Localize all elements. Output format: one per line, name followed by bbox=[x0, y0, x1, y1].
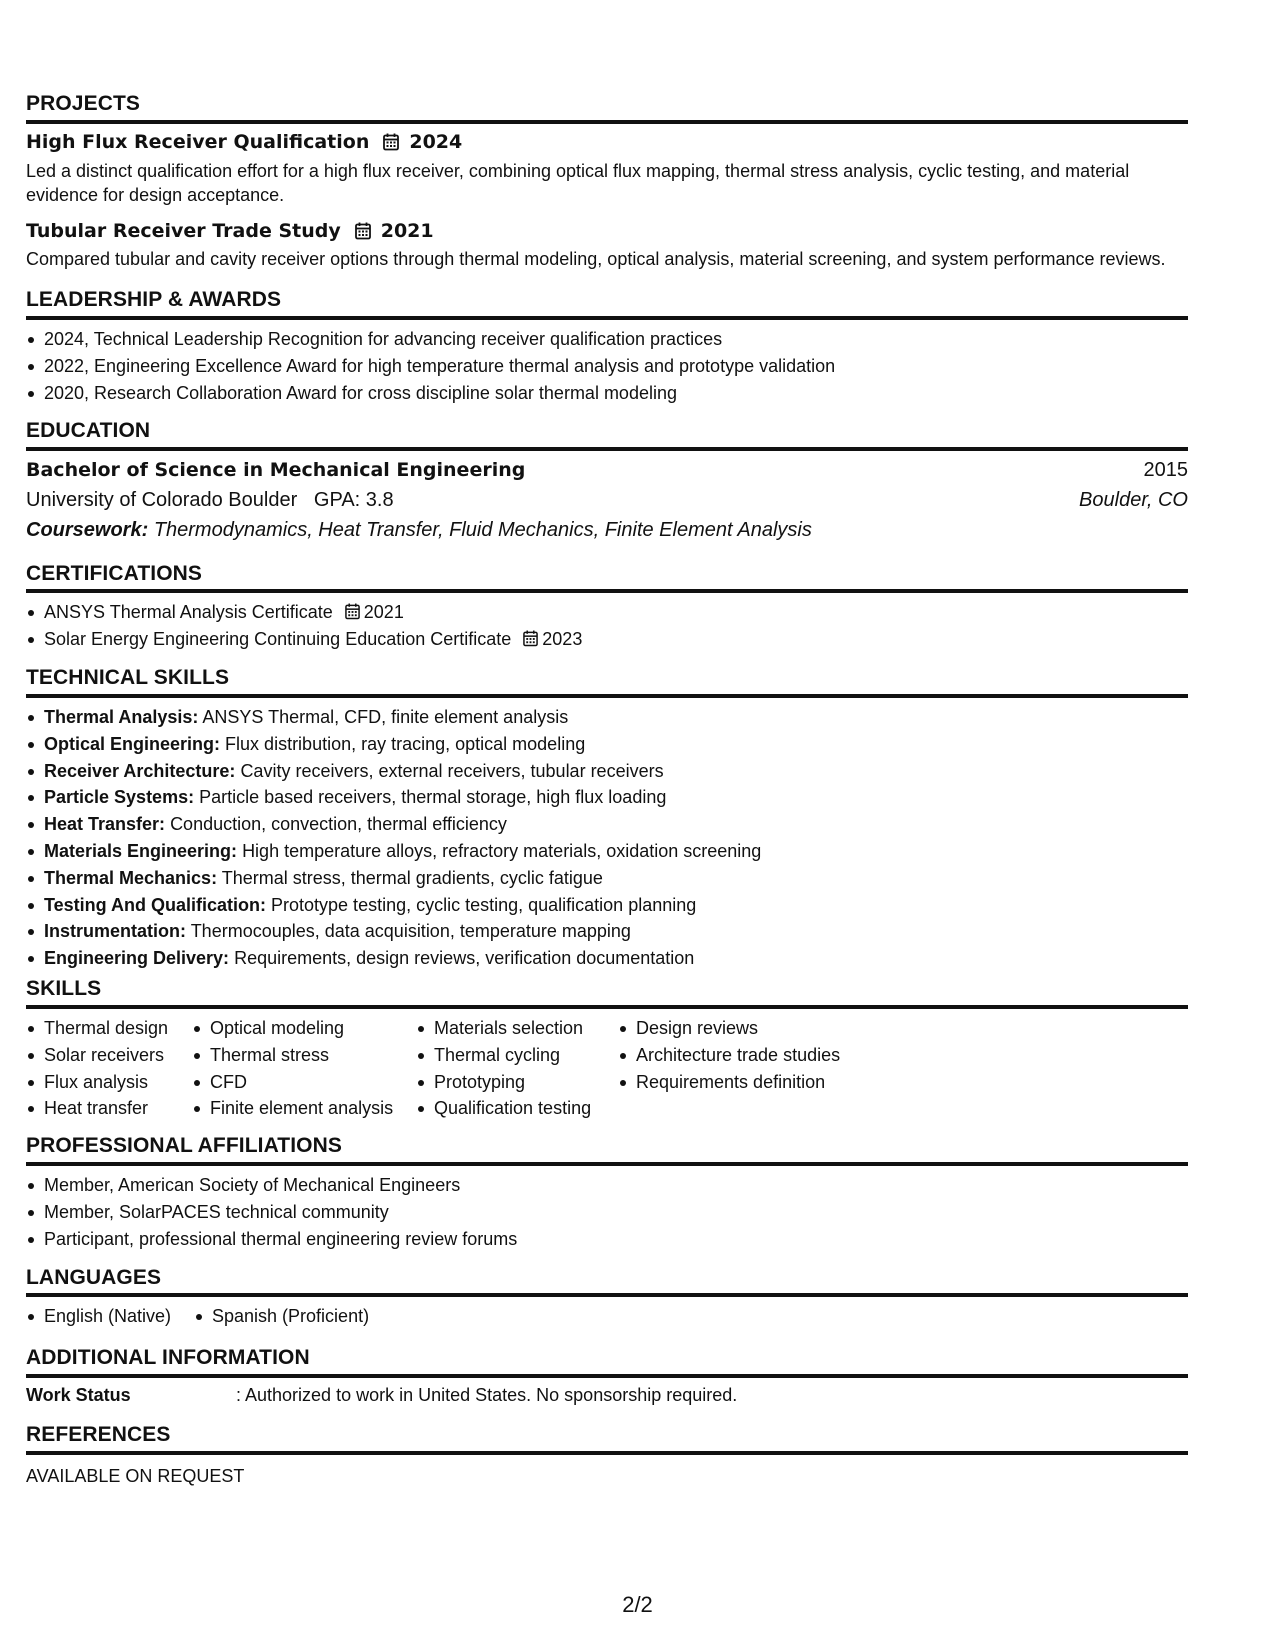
list-item: Thermal design bbox=[26, 1015, 192, 1042]
page-number: 2/2 bbox=[622, 1592, 653, 1617]
work-status-row bbox=[26, 1382, 737, 1408]
skill-category: Thermal Mechanics: bbox=[44, 867, 218, 888]
certification-item bbox=[26, 599, 582, 626]
list-item: Thermal stress bbox=[192, 1042, 416, 1069]
section-heading-additional: ADDITIONAL INFORMATION bbox=[26, 1346, 310, 1369]
section-divider bbox=[26, 1005, 1188, 1009]
section-divider bbox=[26, 120, 1188, 124]
list-item: 2020, Research Collaboration Award for cross discipline solar thermal modeling bbox=[26, 380, 835, 407]
references-text: AVAILABLE ON REQUEST bbox=[26, 1466, 245, 1486]
section-divider bbox=[26, 1293, 1188, 1297]
calendar-icon bbox=[523, 630, 538, 647]
list-item: Qualification testing bbox=[416, 1095, 618, 1122]
list-item: Member, SolarPACES technical community bbox=[26, 1199, 517, 1226]
skill-category: Heat Transfer: bbox=[44, 814, 166, 835]
list-item: Flux analysis bbox=[26, 1069, 192, 1096]
list-item: 2022, Engineering Excellence Award for high temperature thermal analysis and prototype validation bbox=[26, 353, 835, 380]
skills-column bbox=[416, 1015, 618, 1122]
skill-details: Thermocouples, data acquisition, temperature mapping bbox=[190, 921, 631, 942]
project-title-row bbox=[26, 219, 1216, 243]
project-year: 2021 bbox=[380, 220, 434, 242]
skill-item bbox=[26, 945, 761, 972]
list-item: Prototyping bbox=[416, 1069, 618, 1096]
project-title: Tubular Receiver Trade Study bbox=[26, 220, 341, 242]
skill-category: Engineering Delivery: bbox=[44, 948, 230, 969]
skill-category: Instrumentation: bbox=[44, 921, 186, 942]
skill-item bbox=[26, 758, 761, 785]
list-item: Materials selection bbox=[416, 1015, 618, 1042]
affiliations-list bbox=[26, 1172, 517, 1252]
graduation-year: 2015 bbox=[1143, 459, 1188, 481]
list-item: 2024, Technical Leadership Recognition for advancing receiver qualification practices bbox=[26, 326, 835, 353]
section-divider bbox=[26, 1451, 1188, 1455]
education-entry bbox=[26, 455, 1188, 545]
project-title-row bbox=[26, 130, 1188, 154]
section-heading-education: EDUCATION bbox=[26, 419, 151, 442]
section-divider bbox=[26, 447, 1188, 451]
skill-category: Optical Engineering: bbox=[44, 733, 221, 754]
skill-details: Cavity receivers, external receivers, tubular receivers bbox=[240, 760, 664, 781]
work-status-label: Work Status bbox=[26, 1385, 131, 1405]
section-divider bbox=[26, 589, 1188, 593]
skill-details: Requirements, design reviews, verification documentation bbox=[234, 948, 695, 969]
certification-name: Solar Energy Engineering Continuing Education Certificate bbox=[44, 628, 512, 649]
section-divider bbox=[26, 1162, 1188, 1166]
education-degree-row bbox=[26, 455, 1188, 485]
certification-year: 2023 bbox=[542, 628, 583, 649]
list-item: Solar receivers bbox=[26, 1042, 192, 1069]
section-divider bbox=[26, 316, 1188, 320]
certifications-list bbox=[26, 599, 582, 653]
language-item: Spanish (Proficient) bbox=[194, 1303, 414, 1330]
skill-item bbox=[26, 892, 761, 919]
skill-category: Materials Engineering: bbox=[44, 840, 238, 861]
project-entry bbox=[26, 219, 1216, 271]
school-name: University of Colorado Boulder bbox=[26, 489, 298, 511]
list-item: CFD bbox=[192, 1069, 416, 1096]
skill-item bbox=[26, 838, 761, 865]
language-item: English (Native) bbox=[26, 1303, 194, 1330]
section-heading-projects: PROJECTS bbox=[26, 92, 140, 115]
school-info bbox=[26, 485, 394, 515]
skill-category: Particle Systems: bbox=[44, 787, 195, 808]
section-heading-skills: SKILLS bbox=[26, 977, 102, 1000]
certification-name: ANSYS Thermal Analysis Certificate bbox=[44, 602, 333, 622]
coursework-label: Coursework: bbox=[26, 519, 149, 541]
coursework bbox=[26, 515, 812, 545]
project-description: Compared tubular and cavity receiver options through thermal modeling, optical analysis, material screening, and system performance reviews. bbox=[26, 249, 1166, 269]
section-heading-technical-skills: TECHNICAL SKILLS bbox=[26, 666, 230, 689]
list-item: Thermal cycling bbox=[416, 1042, 618, 1069]
skill-item bbox=[26, 811, 761, 838]
languages-column bbox=[26, 1303, 194, 1330]
section-heading-affiliations: PROFESSIONAL AFFILIATIONS bbox=[26, 1134, 342, 1157]
list-item: Member, American Society of Mechanical Engineers bbox=[26, 1172, 517, 1199]
skills-columns bbox=[26, 1015, 878, 1122]
skill-category: Thermal Analysis: bbox=[44, 707, 199, 727]
skill-item bbox=[26, 731, 761, 758]
list-item: Requirements definition bbox=[618, 1069, 878, 1096]
section-heading-certifications: CERTIFICATIONS bbox=[26, 562, 203, 585]
skill-details: Prototype testing, cyclic testing, qualification planning bbox=[271, 894, 697, 915]
school-location: Boulder, CO bbox=[1079, 489, 1188, 511]
skills-column bbox=[26, 1015, 192, 1122]
skill-details: High temperature alloys, refractory materials, oxidation screening bbox=[242, 840, 762, 861]
skill-item bbox=[26, 704, 761, 731]
skill-category: Receiver Architecture: bbox=[44, 760, 236, 781]
project-entry bbox=[26, 130, 1188, 207]
awards-list bbox=[26, 326, 835, 406]
education-school-row bbox=[26, 485, 1188, 515]
list-item: Finite element analysis bbox=[192, 1095, 416, 1122]
skill-item bbox=[26, 784, 761, 811]
skill-details: ANSYS Thermal, CFD, finite element analysis bbox=[202, 707, 569, 727]
project-description: Led a distinct qualification effort for a high flux receiver, combining optical flux mapping, thermal stress analysis, cyclic testing, and material evidence for design acceptance. bbox=[26, 161, 1130, 205]
skill-details: Thermal stress, thermal gradients, cyclic fatigue bbox=[221, 867, 603, 888]
list-item: Architecture trade studies bbox=[618, 1042, 878, 1069]
list-item: Participant, professional thermal engineering review forums bbox=[26, 1226, 517, 1253]
certification-year: 2021 bbox=[363, 602, 404, 622]
skill-category: Testing And Qualification: bbox=[44, 894, 266, 915]
certification-item bbox=[26, 626, 582, 653]
skill-details: Particle based receivers, thermal storage, high flux loading bbox=[199, 787, 667, 808]
project-year: 2024 bbox=[409, 131, 463, 153]
calendar-icon bbox=[383, 133, 399, 151]
section-heading-languages: LANGUAGES bbox=[26, 1266, 162, 1289]
skill-details: Conduction, convection, thermal efficiency bbox=[170, 814, 507, 835]
skills-column bbox=[618, 1015, 878, 1122]
technical-skills-list bbox=[26, 704, 761, 972]
degree-title: Bachelor of Science in Mechanical Engineering bbox=[26, 459, 526, 481]
calendar-icon bbox=[355, 222, 371, 240]
coursework-list: Thermodynamics, Heat Transfer, Fluid Mechanics, Finite Element Analysis bbox=[153, 519, 812, 541]
skill-item bbox=[26, 918, 761, 945]
calendar-icon bbox=[345, 603, 360, 620]
gpa: GPA: 3.8 bbox=[313, 489, 394, 511]
skills-column bbox=[192, 1015, 416, 1122]
coursework-row bbox=[26, 515, 1188, 545]
section-divider bbox=[26, 694, 1188, 698]
section-heading-awards: LEADERSHIP & AWARDS bbox=[26, 288, 282, 311]
languages-column bbox=[194, 1303, 414, 1330]
work-status-value: : Authorized to work in United States. No sponsorship required. bbox=[236, 1385, 738, 1405]
skill-details: Flux distribution, ray tracing, optical modeling bbox=[225, 733, 586, 754]
list-item: Design reviews bbox=[618, 1015, 878, 1042]
languages-list bbox=[26, 1303, 414, 1330]
project-title: High Flux Receiver Qualification bbox=[26, 131, 370, 153]
skill-item bbox=[26, 865, 761, 892]
list-item: Optical modeling bbox=[192, 1015, 416, 1042]
section-heading-references: REFERENCES bbox=[26, 1423, 171, 1446]
section-divider bbox=[26, 1374, 1188, 1378]
list-item: Heat transfer bbox=[26, 1095, 192, 1122]
